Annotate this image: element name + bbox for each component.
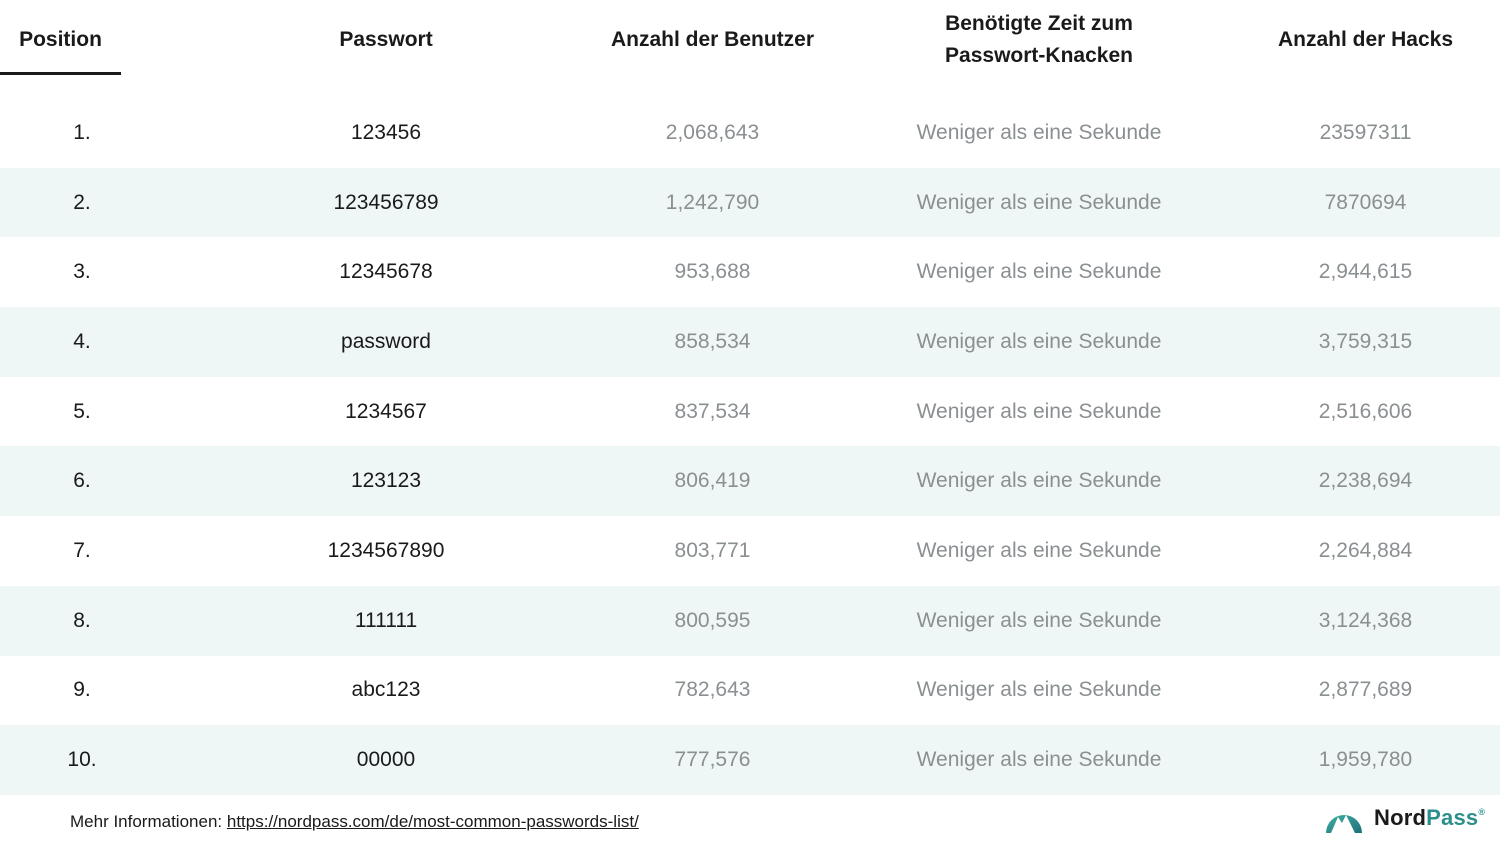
users-cell: 2,068,643 [665,120,760,144]
crack-time-cell: Weniger als eine Sekunde [916,120,1162,144]
column-header-password[interactable]: Passwort [339,28,433,51]
position-cell: 1. [73,120,91,144]
crack-time-cell: Weniger als eine Sekunde [916,469,1162,493]
position-cell: 6. [73,469,91,493]
column-header-crack-time[interactable]: Benötigte Zeit zum Passwort-Knacken [945,12,1133,67]
password-cell: 111111 [354,608,418,632]
password-cell: 123456789 [333,190,439,214]
users-cell: 803,771 [674,538,751,562]
more-info-footer [70,812,639,832]
table-row [0,725,1500,795]
hacks-cell: 2,238,694 [1318,469,1413,493]
table-row [0,586,1500,656]
position-cell: 10. [67,748,97,772]
column-header-hacks[interactable]: Anzahl der Hacks [1277,28,1454,51]
column-header-users[interactable]: Anzahl der Benutzer [610,28,815,51]
table-row [0,237,1500,307]
table-header [0,0,1500,80]
hacks-cell: 3,124,368 [1318,608,1413,632]
hacks-cell: 2,264,884 [1318,538,1413,562]
table-row [0,98,1500,168]
users-cell: 1,242,790 [665,190,760,214]
password-cell: password [341,329,431,353]
crack-time-cell: Weniger als eine Sekunde [916,329,1162,353]
users-cell: 953,688 [674,260,751,284]
table-row [0,377,1500,447]
nordpass-mountain-icon [1322,799,1366,837]
password-cell: 1234567890 [327,538,445,562]
table-body [0,98,1500,795]
users-cell: 858,534 [674,329,751,353]
table-row [0,516,1500,586]
position-cell: 7. [73,538,91,562]
crack-time-cell: Weniger als eine Sekunde [916,260,1162,284]
hacks-cell: 3,759,315 [1318,329,1413,353]
table-row [0,656,1500,726]
hacks-cell: 1,959,780 [1318,748,1413,772]
password-cell: 12345678 [339,260,433,284]
position-cell: 9. [73,678,91,702]
hacks-cell: 2,944,615 [1318,260,1413,284]
users-cell: 782,643 [674,678,751,702]
password-cell: 123456 [350,120,422,144]
nordpass-wordmark: NordPass® [1374,805,1486,830]
crack-time-cell: Weniger als eine Sekunde [916,608,1162,632]
password-cell: 00000 [356,748,416,772]
position-cell: 8. [73,608,91,632]
users-cell: 806,419 [674,469,751,493]
table-row [0,446,1500,516]
hacks-cell: 2,877,689 [1318,678,1413,702]
hacks-cell: 7870694 [1324,190,1407,214]
position-cell: 4. [73,329,91,353]
crack-time-cell: Weniger als eine Sekunde [916,678,1162,702]
password-cell: abc123 [351,678,421,702]
users-cell: 800,595 [674,608,751,632]
position-cell: 2. [73,190,91,214]
position-cell: 5. [73,399,91,423]
active-sort-underline [0,72,121,75]
column-header-position[interactable]: Position [19,28,102,51]
password-cell: 123123 [350,469,422,493]
crack-time-cell: Weniger als eine Sekunde [916,748,1162,772]
position-cell: 3. [73,260,91,284]
password-cell: 1234567 [345,399,427,423]
hacks-cell: 23597311 [1319,120,1412,144]
hacks-cell: 2,516,606 [1318,399,1413,423]
table-row [0,168,1500,238]
more-info-label: Mehr Informationen: [70,812,223,831]
table-row [0,307,1500,377]
users-cell: 837,534 [674,399,751,423]
users-cell: 777,576 [674,748,751,772]
more-info-link[interactable]: https://nordpass.com/de/most-common-passwords-list/ [226,812,639,831]
nordpass-logo [1322,798,1485,838]
crack-time-cell: Weniger als eine Sekunde [916,190,1162,214]
crack-time-cell: Weniger als eine Sekunde [916,399,1162,423]
crack-time-cell: Weniger als eine Sekunde [916,538,1162,562]
